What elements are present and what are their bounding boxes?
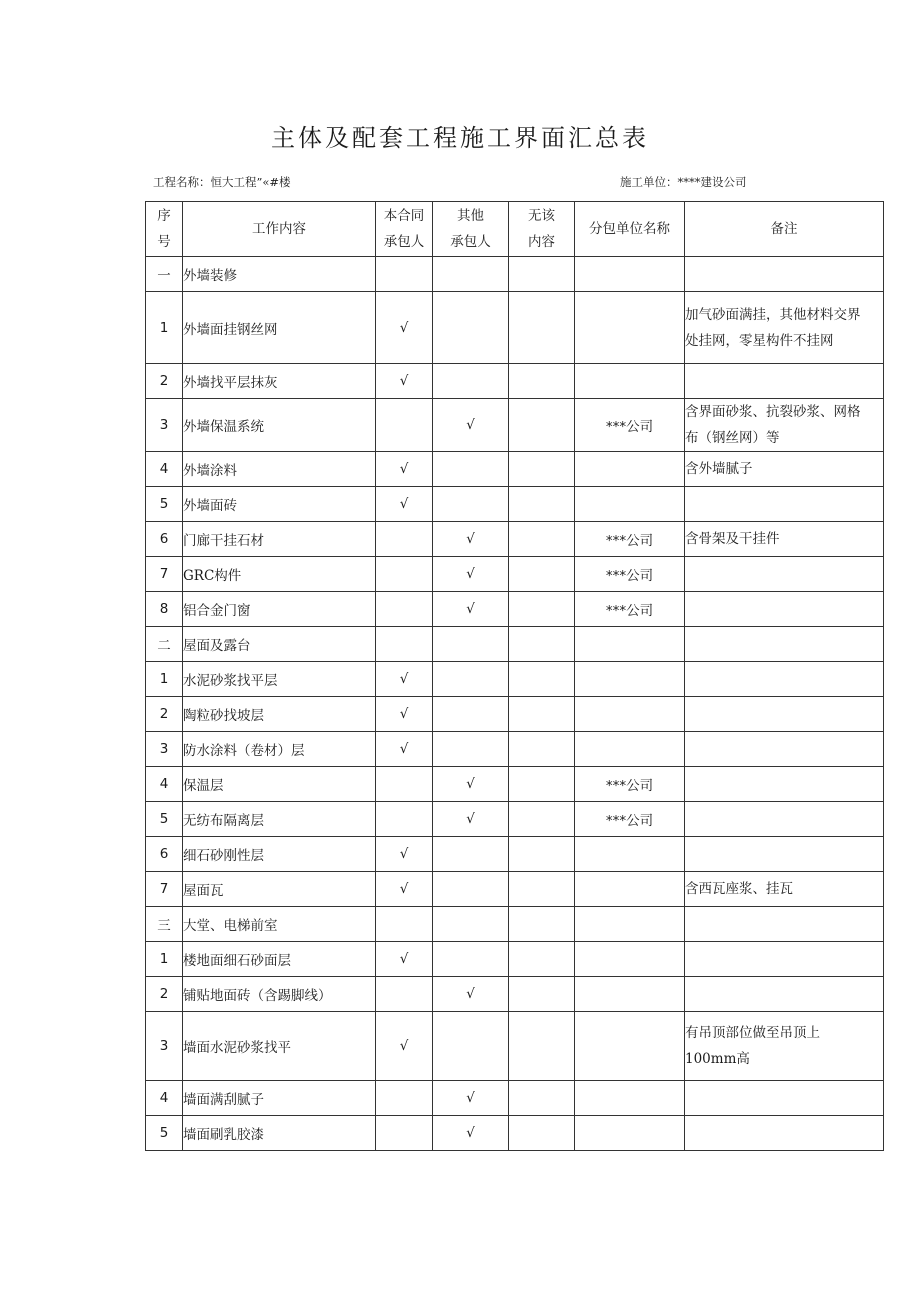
row-subcontractor: ***公司: [575, 399, 685, 452]
row-no-content-check: [509, 557, 575, 592]
row-note: [685, 399, 884, 452]
row-no-content-check: [509, 399, 575, 452]
header-other-bottom: 承包人: [450, 234, 491, 250]
row-other-contractor-check: [433, 662, 509, 697]
row-no-content-check: [509, 977, 575, 1012]
row-other-contractor-check: [433, 452, 509, 487]
table-row: [146, 732, 884, 767]
header-main: [376, 202, 433, 257]
row-subcontractor: ***公司: [575, 592, 685, 627]
row-main-contractor-check: [376, 802, 433, 837]
row-main-contractor-check: [376, 977, 433, 1012]
row-note: [685, 662, 884, 697]
row-work-content: 门廊干挂石材: [183, 522, 376, 557]
row-subcontractor: [575, 1081, 685, 1116]
row-note: [685, 592, 884, 627]
row-note: [685, 872, 884, 907]
row-note-line-1: 有吊顶部位做至吊顶上: [685, 1025, 820, 1041]
row-main-contractor-check: √: [376, 1012, 433, 1081]
row-no-content-check: [509, 767, 575, 802]
header-none-top: 无该: [528, 208, 555, 224]
row-note: [685, 802, 884, 837]
row-other-contractor-check: [433, 942, 509, 977]
row-work-content: 屋面及露台: [183, 627, 376, 662]
row-number: 6: [146, 522, 183, 557]
row-number: 5: [146, 1116, 183, 1151]
row-work-content: 楼地面细石砂面层: [183, 942, 376, 977]
table-row: [146, 627, 884, 662]
table-row: [146, 942, 884, 977]
row-number: 7: [146, 872, 183, 907]
row-number: 3: [146, 1012, 183, 1081]
header-content: 工作内容: [183, 202, 376, 257]
row-work-content: 外墙保温系统: [183, 399, 376, 452]
row-work-content: 无纺布隔离层: [183, 802, 376, 837]
row-subcontractor: [575, 907, 685, 942]
row-no-content-check: [509, 487, 575, 522]
row-subcontractor: [575, 662, 685, 697]
row-note: [685, 732, 884, 767]
table-row: [146, 697, 884, 732]
row-note: [685, 1116, 884, 1151]
row-other-contractor-check: [433, 872, 509, 907]
row-work-content: 墙面刷乳胶漆: [183, 1116, 376, 1151]
row-work-content: 防水涂料（卷材）层: [183, 732, 376, 767]
row-note: [685, 257, 884, 292]
table-row: [146, 557, 884, 592]
header-none-bottom: 内容: [528, 234, 555, 250]
row-number: 2: [146, 977, 183, 1012]
row-no-content-check: [509, 522, 575, 557]
table-row: [146, 872, 884, 907]
row-note: [685, 767, 884, 802]
row-main-contractor-check: [376, 257, 433, 292]
document-title: 主体及配套工程施工界面汇总表: [271, 124, 649, 152]
row-main-contractor-check: [376, 767, 433, 802]
row-main-contractor-check: √: [376, 487, 433, 522]
header-sub: 分包单位名称: [575, 202, 685, 257]
row-number: 4: [146, 452, 183, 487]
row-number: 2: [146, 364, 183, 399]
row-work-content: 墙面水泥砂浆找平: [183, 1012, 376, 1081]
row-no-content-check: [509, 1081, 575, 1116]
row-note: [685, 1081, 884, 1116]
row-subcontractor: [575, 627, 685, 662]
row-work-content: 墙面满刮腻子: [183, 1081, 376, 1116]
table-row: [146, 977, 884, 1012]
row-number: 三: [146, 907, 183, 942]
row-no-content-check: [509, 942, 575, 977]
row-no-content-check: [509, 452, 575, 487]
row-main-contractor-check: [376, 592, 433, 627]
table-row: [146, 452, 884, 487]
row-no-content-check: [509, 592, 575, 627]
row-main-contractor-check: [376, 557, 433, 592]
row-no-content-check: [509, 364, 575, 399]
row-number: 3: [146, 732, 183, 767]
row-other-contractor-check: [433, 907, 509, 942]
row-other-contractor-check: [433, 697, 509, 732]
row-other-contractor-check: √: [433, 522, 509, 557]
table-row: [146, 837, 884, 872]
row-note: [685, 557, 884, 592]
row-note: [685, 697, 884, 732]
row-no-content-check: [509, 1116, 575, 1151]
row-other-contractor-check: √: [433, 767, 509, 802]
row-number: 2: [146, 697, 183, 732]
row-other-contractor-check: [433, 732, 509, 767]
project-name: 工程名称：恒大工程”«#楼: [153, 175, 291, 189]
row-subcontractor: [575, 257, 685, 292]
row-work-content: 外墙面砖: [183, 487, 376, 522]
table-row: [146, 802, 884, 837]
row-note: [685, 977, 884, 1012]
table-row: [146, 399, 884, 452]
row-work-content: 外墙面挂钢丝网: [183, 292, 376, 364]
row-subcontractor: [575, 487, 685, 522]
row-other-contractor-check: [433, 1012, 509, 1081]
table-row: [146, 662, 884, 697]
row-work-content: 陶粒砂找坡层: [183, 697, 376, 732]
contractor-name: 施工单位：****建设公司: [620, 175, 747, 189]
row-number: 3: [146, 399, 183, 452]
row-note: [685, 487, 884, 522]
row-no-content-check: [509, 292, 575, 364]
row-other-contractor-check: √: [433, 977, 509, 1012]
row-subcontractor: [575, 1012, 685, 1081]
row-subcontractor: [575, 1116, 685, 1151]
row-work-content: 外墙装修: [183, 257, 376, 292]
row-number: 二: [146, 627, 183, 662]
row-number: 5: [146, 487, 183, 522]
row-no-content-check: [509, 627, 575, 662]
row-subcontractor: [575, 732, 685, 767]
row-main-contractor-check: √: [376, 292, 433, 364]
header-other: [433, 202, 509, 257]
row-note-line-1: 含西瓦座浆、挂瓦: [685, 881, 793, 897]
row-number: 一: [146, 257, 183, 292]
row-work-content: 外墙涂料: [183, 452, 376, 487]
row-other-contractor-check: √: [433, 399, 509, 452]
row-no-content-check: [509, 257, 575, 292]
row-other-contractor-check: [433, 837, 509, 872]
row-main-contractor-check: √: [376, 697, 433, 732]
table-row: [146, 522, 884, 557]
row-main-contractor-check: [376, 399, 433, 452]
row-no-content-check: [509, 1012, 575, 1081]
row-number: 4: [146, 1081, 183, 1116]
row-no-content-check: [509, 697, 575, 732]
row-no-content-check: [509, 837, 575, 872]
row-main-contractor-check: √: [376, 732, 433, 767]
header-main-top: 本合同: [383, 208, 425, 224]
row-number: 7: [146, 557, 183, 592]
row-other-contractor-check: [433, 627, 509, 662]
row-subcontractor: [575, 452, 685, 487]
row-number: 8: [146, 592, 183, 627]
table-row: [146, 364, 884, 399]
row-number: 1: [146, 942, 183, 977]
row-subcontractor: [575, 872, 685, 907]
table-row: [146, 1116, 884, 1151]
header-no-bottom: 号: [157, 234, 171, 250]
row-subcontractor: [575, 977, 685, 1012]
header-no: [146, 202, 183, 257]
row-no-content-check: [509, 802, 575, 837]
row-note-line-1: 含界面砂浆、抗裂砂浆、网格: [685, 404, 861, 420]
row-note: [685, 364, 884, 399]
row-other-contractor-check: [433, 292, 509, 364]
row-subcontractor: [575, 942, 685, 977]
row-number: 1: [146, 662, 183, 697]
row-work-content: 铝合金门窗: [183, 592, 376, 627]
table-row: [146, 592, 884, 627]
row-other-contractor-check: √: [433, 802, 509, 837]
row-subcontractor: [575, 697, 685, 732]
row-note: [685, 627, 884, 662]
row-work-content: 细石砂刚性层: [183, 837, 376, 872]
table-row: [146, 1012, 884, 1081]
row-work-content: 保温层: [183, 767, 376, 802]
row-number: 6: [146, 837, 183, 872]
row-subcontractor: [575, 837, 685, 872]
row-main-contractor-check: [376, 907, 433, 942]
row-note-line-1: 含外墙腻子: [685, 461, 753, 477]
row-other-contractor-check: [433, 364, 509, 399]
row-other-contractor-check: √: [433, 592, 509, 627]
row-other-contractor-check: [433, 487, 509, 522]
row-no-content-check: [509, 732, 575, 767]
row-subcontractor: ***公司: [575, 802, 685, 837]
row-work-content: 屋面瓦: [183, 872, 376, 907]
row-subcontractor: ***公司: [575, 767, 685, 802]
row-main-contractor-check: √: [376, 364, 433, 399]
row-main-contractor-check: √: [376, 662, 433, 697]
row-work-content: 水泥砂浆找平层: [183, 662, 376, 697]
table-row: [146, 292, 884, 364]
row-number: 5: [146, 802, 183, 837]
table-header-row: [146, 202, 884, 257]
row-other-contractor-check: √: [433, 557, 509, 592]
row-note: [685, 1012, 884, 1081]
row-note-line-2: 布（钢丝网）等: [685, 430, 780, 446]
row-main-contractor-check: [376, 522, 433, 557]
row-subcontractor: ***公司: [575, 522, 685, 557]
row-no-content-check: [509, 907, 575, 942]
row-no-content-check: [509, 872, 575, 907]
table-row: [146, 487, 884, 522]
table-row: [146, 907, 884, 942]
header-no-top: 序: [157, 208, 171, 224]
table-row: [146, 257, 884, 292]
header-main-bottom: 承包人: [383, 234, 425, 250]
table-row: [146, 1081, 884, 1116]
row-note: [685, 942, 884, 977]
header-note: 备注: [685, 202, 884, 257]
row-note-line-1: 加气砂面满挂，其他材料交界: [685, 306, 861, 323]
row-note: [685, 837, 884, 872]
row-main-contractor-check: [376, 627, 433, 662]
row-subcontractor: [575, 364, 685, 399]
row-note-line-2: 处挂网，零星构件不挂网: [685, 332, 834, 349]
header-none: [509, 202, 575, 257]
header-other-top: 其他: [457, 208, 484, 224]
row-main-contractor-check: √: [376, 942, 433, 977]
row-work-content: 铺贴地面砖（含踢脚线）: [183, 977, 376, 1012]
row-other-contractor-check: [433, 257, 509, 292]
row-note: [685, 907, 884, 942]
row-no-content-check: [509, 662, 575, 697]
row-note: [685, 452, 884, 487]
row-main-contractor-check: [376, 1116, 433, 1151]
row-work-content: GRC构件: [183, 557, 376, 592]
interface-summary-table: [145, 201, 884, 1151]
row-number: 1: [146, 292, 183, 364]
row-note-line-2: 100mm高: [685, 1051, 750, 1067]
row-subcontractor: ***公司: [575, 557, 685, 592]
row-number: 4: [146, 767, 183, 802]
row-main-contractor-check: √: [376, 872, 433, 907]
row-main-contractor-check: √: [376, 452, 433, 487]
row-note: [685, 522, 884, 557]
row-main-contractor-check: √: [376, 837, 433, 872]
row-note: [685, 292, 884, 364]
row-note-line-1: 含骨架及干挂件: [685, 531, 780, 547]
table-row: [146, 767, 884, 802]
row-other-contractor-check: √: [433, 1081, 509, 1116]
row-work-content: 外墙找平层抹灰: [183, 364, 376, 399]
row-work-content: 大堂、电梯前室: [183, 907, 376, 942]
row-subcontractor: [575, 292, 685, 364]
row-main-contractor-check: [376, 1081, 433, 1116]
row-other-contractor-check: √: [433, 1116, 509, 1151]
